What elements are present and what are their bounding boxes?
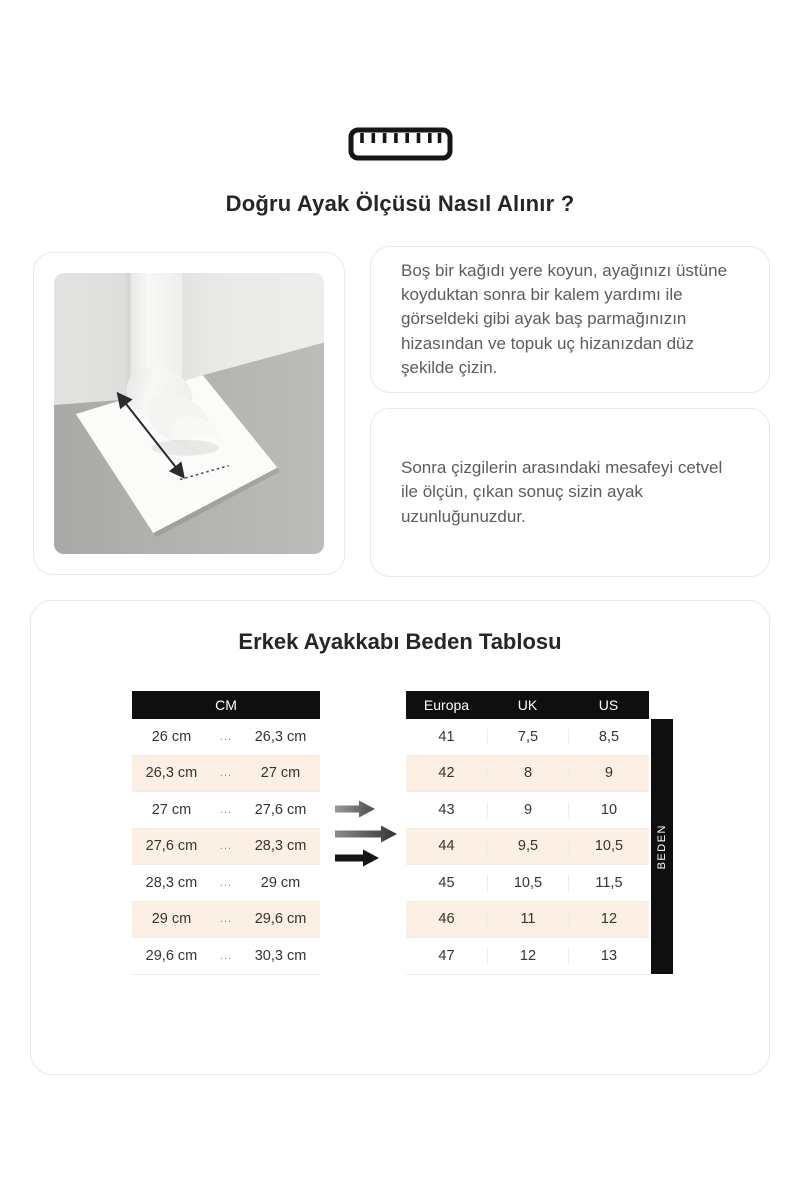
cm-table-cell: ... (219, 730, 233, 743)
cm-table-cell: 27,6 cm (145, 838, 198, 855)
ruler-icon (0, 127, 800, 161)
size-table-cell: 9 (487, 802, 568, 818)
size-table-cell: 8 (487, 765, 568, 781)
size-table-row (406, 719, 649, 756)
size-table-cell: 47 (438, 947, 455, 964)
cm-table (132, 691, 320, 975)
cm-table-cell: ... (219, 876, 233, 889)
size-table-cell: 9 (568, 765, 649, 781)
size-table-cell: 45 (438, 874, 455, 891)
beden-side-label (651, 719, 673, 974)
cm-table-row (132, 829, 320, 866)
size-table-cell: 10,5 (568, 838, 649, 854)
size-table-cell: 46 (438, 911, 455, 928)
cm-table-cell: 29 cm (260, 874, 301, 891)
triple-arrow-right-icon (334, 797, 399, 871)
cm-table-row (132, 719, 320, 756)
size-table-cell: 13 (568, 948, 649, 964)
size-table-cell: 43 (438, 801, 455, 818)
cm-table-row (132, 865, 320, 902)
cm-table-cell: ... (219, 913, 233, 926)
cm-table-cell: 26 cm (151, 728, 192, 745)
size-table-cell: 9,5 (487, 838, 568, 854)
size-table-row (406, 865, 649, 902)
size-table-cell: 41 (438, 728, 455, 745)
cm-table-cell: ... (219, 949, 233, 962)
foot-measure-photo-card (33, 252, 345, 575)
cm-table-body (132, 719, 320, 975)
instruction-card-2 (370, 408, 770, 577)
cm-table-row (132, 792, 320, 829)
cm-table-cell: 26,3 cm (254, 728, 307, 745)
cm-table-cell: ... (219, 803, 233, 816)
cm-table-cell: 30,3 cm (254, 947, 307, 964)
cm-table-cell: 29 cm (151, 911, 192, 928)
cm-table-cell: ... (219, 767, 233, 780)
size-table-header-us: US (598, 697, 619, 713)
size-table-header (406, 691, 649, 719)
cm-table-cell: 29,6 cm (145, 947, 198, 964)
size-table-section (30, 600, 770, 1075)
foot-measure-photo (54, 273, 324, 554)
cm-table-cell: 27 cm (260, 765, 301, 782)
cm-table-cell: ... (219, 840, 233, 853)
size-table-cell: 10 (568, 802, 649, 818)
size-table-header-europa: Europa (423, 697, 470, 713)
cm-table-cell: 29,6 cm (254, 911, 307, 928)
size-table-cell: 8,5 (568, 729, 649, 745)
cm-table-header: CM (132, 691, 320, 719)
size-table-body (406, 719, 649, 975)
size-table-cell: 44 (438, 838, 455, 855)
size-table-row (406, 756, 649, 793)
size-table-cell: 7,5 (487, 729, 568, 745)
cm-table-row (132, 902, 320, 939)
cm-table-cell: 28,3 cm (145, 874, 198, 891)
cm-table-cell: 28,3 cm (254, 838, 307, 855)
size-table-row (406, 902, 649, 939)
cm-table-row (132, 938, 320, 975)
instruction-card-1 (370, 246, 770, 393)
size-table-header-uk: UK (517, 697, 538, 713)
size-table-cell: 12 (568, 911, 649, 927)
instruction-step-2-text: Sonra çizgilerin arasındaki mesafeyi cetvel ile ölçün, çıkan sonuç sizin ayak uzunluğunuzdur. (401, 458, 723, 526)
size-table-cell: 42 (438, 765, 455, 782)
size-table (406, 691, 649, 975)
size-table-cell: 11 (487, 911, 568, 927)
size-table-cell: 10,5 (487, 875, 568, 891)
instruction-step-1-text: Boş bir kağıdı yere koyun, ayağınızı üstüne koyduktan sonra bir kalem yardımı ile görseldeki gibi ayak baş parmağınızın hizasından ve topuk uç hizanızdan düz şekilde çizin. (401, 260, 728, 377)
cm-table-row (132, 756, 320, 793)
size-table-cell: 11,5 (568, 875, 649, 891)
cm-table-cell: 26,3 cm (145, 765, 198, 782)
beden-side-label-text: BEDEN (656, 823, 668, 870)
page-title: Doğru Ayak Ölçüsü Nasıl Alınır ? (225, 191, 575, 216)
cm-table-cell: 27 cm (151, 801, 192, 818)
size-table-title: Erkek Ayakkabı Beden Tablosu (238, 629, 562, 654)
size-table-cell: 12 (487, 948, 568, 964)
cm-table-cell: 27,6 cm (254, 801, 307, 818)
size-table-row (406, 938, 649, 975)
size-table-row (406, 792, 649, 829)
size-table-row (406, 829, 649, 866)
